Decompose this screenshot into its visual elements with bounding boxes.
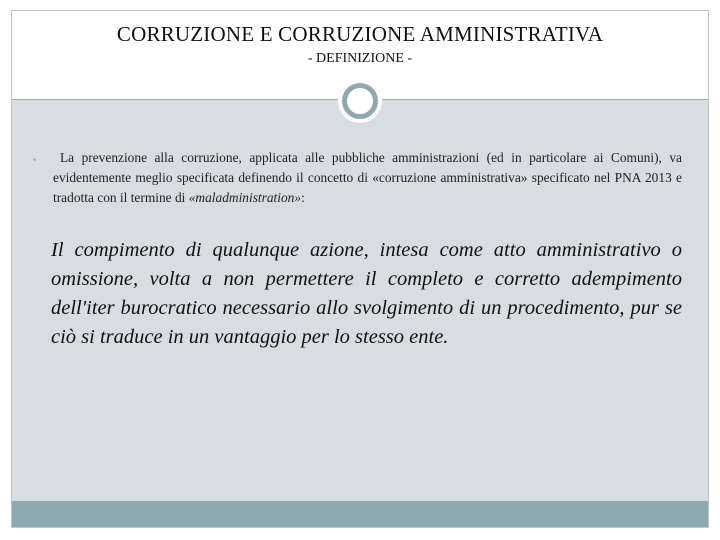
bullet-text-main: La prevenzione alla corruzione, applicata alle pubbliche amministrazioni (ed in particolare ai Comuni), va evidentemente meglio specificata definendo il concetto di «corruzione amministrativa» specificato nel PNA 2013 e tradotta con il termine di — [53, 150, 682, 205]
slide-title: CORRUZIONE E CORRUZIONE AMMINISTRATIVA — [116, 22, 604, 46]
bullet-paragraph — [53, 148, 682, 208]
bullet-marker: • — [33, 155, 37, 165]
bullet-text-italic-term: «maladministration» — [188, 190, 302, 205]
definition-paragraph: Il compimento di qualunque azione, intesa come atto amministrativo o omissione, volta a non permettere il completo e corretto adempimento dell'iter burocratico necessario allo svolgimento di un procedimento, pur se ciò si traduce in un vantaggio per lo stesso ente. — [51, 239, 682, 348]
footer-bar — [12, 501, 708, 527]
slide-subtitle: - DEFINIZIONE - — [307, 51, 413, 66]
bullet-text-end: : — [301, 190, 305, 205]
decorative-ring-icon — [338, 79, 382, 123]
